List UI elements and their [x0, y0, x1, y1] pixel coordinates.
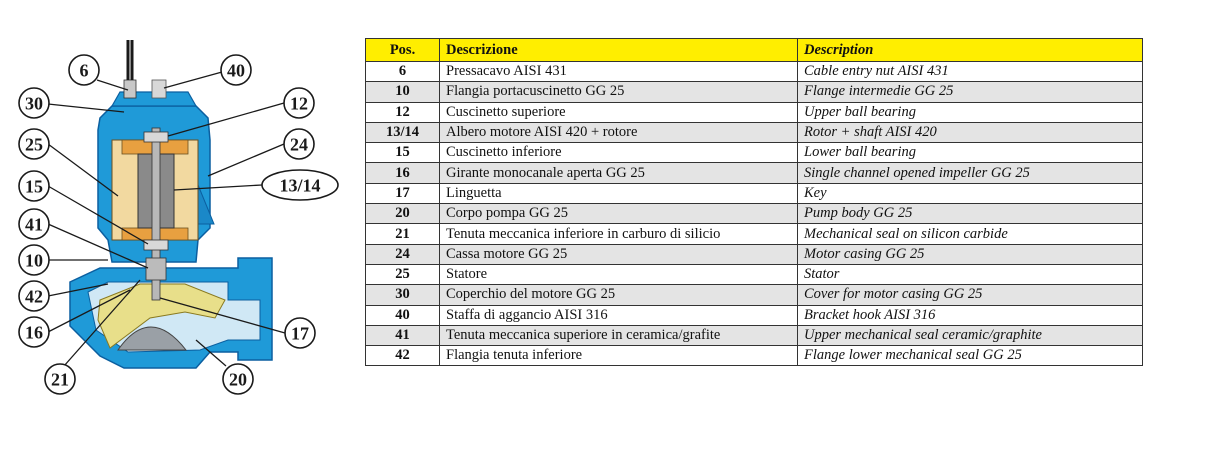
callout-12: [284, 88, 314, 118]
row-pos: 21: [366, 224, 440, 244]
mechanical-seal: [146, 258, 166, 280]
row-pos: 6: [366, 62, 440, 82]
row-description: Stator: [798, 264, 1143, 284]
row-descrizione: Linguetta: [440, 183, 798, 203]
row-descrizione: Albero motore AISI 420 + rotore: [440, 122, 798, 142]
row-description: Bracket hook AISI 316: [798, 305, 1143, 325]
callout-40: [221, 55, 251, 85]
table-row: [366, 264, 1143, 284]
row-pos: 16: [366, 163, 440, 183]
row-descrizione: Statore: [440, 264, 798, 284]
row-descrizione: Cuscinetto superiore: [440, 102, 798, 122]
row-descrizione: Flangia tenuta inferiore: [440, 346, 798, 366]
callout-41: [19, 209, 49, 239]
row-pos: 15: [366, 143, 440, 163]
callout-30: [19, 88, 49, 118]
table-row: [366, 346, 1143, 366]
row-description: Upper ball bearing: [798, 102, 1143, 122]
row-descrizione: Coperchio del motore GG 25: [440, 285, 798, 305]
callout-16-label: 16: [25, 322, 43, 343]
callout-40-label: 40: [227, 60, 245, 81]
row-description: Rotor + shaft AISI 420: [798, 122, 1143, 142]
row-pos: 17: [366, 183, 440, 203]
callout-10-label: 10: [25, 250, 43, 271]
callout-15: [19, 171, 49, 201]
row-pos: 13/14: [366, 122, 440, 142]
row-description: Cable entry nut AISI 431: [798, 62, 1143, 82]
table-row: [366, 143, 1143, 163]
callout-6: [69, 55, 99, 85]
callout-16: [19, 317, 49, 347]
row-description: Flange intermedie GG 25: [798, 82, 1143, 102]
row-pos: 20: [366, 204, 440, 224]
table-row: [366, 305, 1143, 325]
callout-13-14: [262, 170, 338, 200]
row-description: Upper mechanical seal ceramic/graphite: [798, 325, 1143, 345]
row-description: Cover for motor casing GG 25: [798, 285, 1143, 305]
row-description: Lower ball bearing: [798, 143, 1143, 163]
row-descrizione: Girante monocanale aperta GG 25: [440, 163, 798, 183]
table-row: [366, 82, 1143, 102]
row-descrizione: Corpo pompa GG 25: [440, 204, 798, 224]
row-descrizione: Pressacavo AISI 431: [440, 62, 798, 82]
row-pos: 40: [366, 305, 440, 325]
row-descrizione: Tenuta meccanica inferiore in carburo di silicio: [440, 224, 798, 244]
row-description: Mechanical seal on silicon carbide: [798, 224, 1143, 244]
parts-list-table: [365, 38, 1143, 366]
row-descrizione: Cuscinetto inferiore: [440, 143, 798, 163]
callout-15-label: 15: [25, 176, 43, 197]
callout-10: [19, 245, 49, 275]
table-header-row: [366, 39, 1143, 62]
table-row: [366, 244, 1143, 264]
power-cable: [128, 40, 132, 80]
callout-17-label: 17: [291, 323, 309, 344]
table-row: [366, 183, 1143, 203]
table-row: [366, 325, 1143, 345]
row-descrizione: Cassa motore GG 25: [440, 244, 798, 264]
callout-20-label: 20: [229, 369, 247, 390]
table-row: [366, 204, 1143, 224]
callout-42-label: 42: [25, 286, 43, 307]
row-description: Flange lower mechanical seal GG 25: [798, 346, 1143, 366]
callout-21-label: 21: [51, 369, 69, 390]
lower-bearing: [144, 240, 168, 250]
callout-42: [19, 281, 49, 311]
callout-24: [284, 129, 314, 159]
header-pos: Pos.: [366, 39, 440, 62]
row-pos: 10: [366, 82, 440, 102]
table-row: [366, 224, 1143, 244]
row-pos: 41: [366, 325, 440, 345]
table-row: [366, 62, 1143, 82]
table-row: [366, 285, 1143, 305]
callout-25-label: 25: [25, 134, 43, 155]
row-description: Key: [798, 183, 1143, 203]
callout-41-label: 41: [25, 214, 43, 235]
row-descrizione: Tenuta meccanica superiore in ceramica/grafite: [440, 325, 798, 345]
pump-drawing: [70, 40, 272, 368]
row-descrizione: Flangia portacuscinetto GG 25: [440, 82, 798, 102]
callout-21: [45, 364, 75, 394]
table-row: [366, 102, 1143, 122]
callout-17: [285, 318, 315, 348]
bracket-hook: [152, 80, 166, 98]
callout-25: [19, 129, 49, 159]
row-pos: 42: [366, 346, 440, 366]
row-pos: 25: [366, 264, 440, 284]
pump-cross-section-diagram: [0, 40, 360, 400]
row-pos: 24: [366, 244, 440, 264]
callout-12-label: 12: [290, 93, 308, 114]
row-descrizione: Staffa di aggancio AISI 316: [440, 305, 798, 325]
callout-6-label: 6: [79, 60, 89, 81]
row-pos: 30: [366, 285, 440, 305]
header-descrizione: Descrizione: [440, 39, 798, 62]
callout-24-label: 24: [290, 134, 308, 155]
row-description: Single channel opened impeller GG 25: [798, 163, 1143, 183]
row-pos: 12: [366, 102, 440, 122]
callout-30-label: 30: [25, 93, 43, 114]
row-description: Pump body GG 25: [798, 204, 1143, 224]
table-row: [366, 163, 1143, 183]
callout-13-14-label: 13/14: [279, 175, 321, 196]
table-row: [366, 122, 1143, 142]
row-description: Motor casing GG 25: [798, 244, 1143, 264]
upper-bearing: [144, 132, 168, 142]
header-description: Description: [798, 39, 1143, 62]
callout-20: [223, 364, 253, 394]
